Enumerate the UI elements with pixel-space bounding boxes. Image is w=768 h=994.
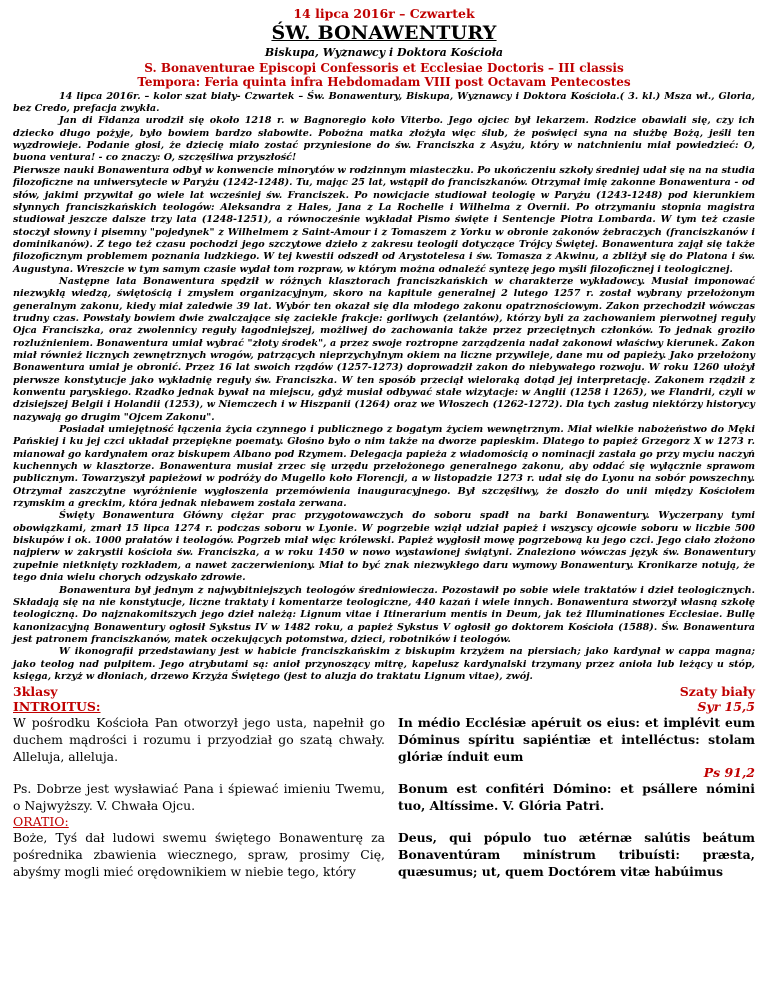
paragraph: 14 lipca 2016r. – kolor szat biały- Czwartek – Św. Bonawentury, Biskupa, Wyznawcy i Doktora Kościoła.( 3. kl.) Msza wł., Gloria, bez Credo, prefacja zwykła. xyxy=(13,90,755,115)
paragraph: Posiadał umiejętność łączenia życia czynnego i publicznego z bogatym życiem wewnętrznym. Miał wielkie nabożeństwo do Męki Pańskiej i ku jej czci układał przepiękne poematy. Głośno było o nim także na dworze papieskim. Dlatego to papież Grzegorz X w 1273 r. mianował go kardynałem oraz biskupem Albano pod Rzymem. Delegacja papieża z wiadomością o nominacji zastała go przy myciu naczyń kuchennych w klasztorze. Bonawentura musiał zrzec się urzędu przełożonego generalnego zakonu, aby oddać się wyłącznie sprawom publicznym. Towarzyszył papieżowi w podróży do Mugello koło Florencji, a w listopadzie 1273 r. udał się do Lyonu na sobór powszechny. Otrzymał zaszczytne wyróżnienie wygłoszenia przemówienia inauguracyjnego. Był szczęśliwy, że doszło do unii między Kościołem rzymskim a greckim, która jednak niebawem została zerwana. xyxy=(13,424,755,510)
oratio-label: ORATIO: xyxy=(13,814,69,830)
psalm-columns xyxy=(13,780,755,814)
introitus-polish-text: W pośrodku Kościoła Pan otworzył jego usta, napełnił go duchem mądrości i rozumu i przyodział go szatą chwały. Alleluja, alleluja. xyxy=(13,715,385,765)
paragraph: Święty Bonawentura Główny ciężar prac przygotowawczych do soboru spadł na barki Bonawentury. Wyczerpany tymi obowiązkami, zmarł 15 lipca 1274 r. podczas soboru w Lyonie. W pogrzebie wziął udział papież i wszyscy ojcowie soboru w liczbie 500 biskupów i ok. 1000 prałatów i teologów. Pogrzeb miał więc królewski. Papież wygłosił mowę pogrzebową ku jego czci. Jego ciało złożono najpierw w zakrystii kościoła św. Franciszka, a w roku 1450 w nowo wystawionej świątyni. Znaleziono wówczas język św. Bonawentury zupełnie nietknięty rozkładem, a nawet zaczerwieniony. Miał to być znak niezwykłego daru wymowy Bonawentury. Kronikarze notują, że tego dnia wielu chorych odzyskało zdrowie. xyxy=(13,510,755,584)
page xyxy=(13,6,755,880)
introitus-columns xyxy=(13,714,755,780)
introitus-row xyxy=(13,699,755,714)
saint-subtitle: Biskupa, Wyznawcy i Doktora Kościoła xyxy=(264,45,504,59)
paragraph: W ikonografii przedstawiany jest w habicie franciszkańskim z biskupim krzyżem na piersiach; jako kardynał w cappa magna; jako teolog nad pulpitem. Jego atrybutami są: anioł przynoszący mitrę, kapelusz kardynalski trzymany przez anioła lub leżący u stóp, księga, krzyż w dłoniach, drzewo Krzyża Świętego (jest to aluzja do traktatu Lignum vitae), zwój. xyxy=(13,646,755,682)
psalm-reference: Ps 91,2 xyxy=(703,765,755,781)
oratio-columns xyxy=(13,829,755,880)
introitus-latin-text: In médio Ecclésiæ apéruit os eius: et implévit eum Dóminus spíritu sapiéntiæ et intelléctus: stolam glóriæ índuit eum xyxy=(398,715,755,765)
psalm-polish: Ps. Dobrze jest wysławiać Pana i śpiewać imieniu Twemu, o Najwyższy. V. Chwała Ojcu. xyxy=(13,781,385,814)
vestment-color: Szaty biały xyxy=(679,684,755,700)
paragraph: Bonawentura był jednym z najwybitniejszych teologów średniowiecza. Pozostawił po sobie wiele traktatów i dzieł teologicznych. Składają się na nie konstytucje, liczne traktaty i komentarze teologiczne, 440 kazań i wiele innych. Bonawentura stworzył własną szkołę teologiczną. Do najznakomitszych jego dzieł należą: Lignum vitae i Itinerarium mentis in Deum, jak też Illuminationes Ecclesiae. Bullę kanonizacyjną Bonawentury ogłosił Sykstus IV w 1482 roku, a papież Sykstus V ogłosił go doktorem Kościoła (1588). Św. Bonawentura jest patronem franciszkanów, matek oczekujących potomstwa, dzieci, robotników i teologów. xyxy=(13,584,755,645)
saint-title: ŚW. BONAWENTURY xyxy=(271,22,497,44)
psalm-latin: Bonum est confitéri Dómino: et psállere nómini tuo, Altíssime. V. Glória Patri. xyxy=(398,781,755,814)
oratio-polish: Boże, Tyś dał ludowi swemu świętego Bonawenturę za pośrednika zbawienia wiecznego, spraw, prosimy Cię, abyśmy mogli mieć orędownikiem w niebie tego, który xyxy=(13,830,385,880)
introitus-reference: Syr 15,5 xyxy=(697,699,755,715)
paragraph: Jan di Fidanza urodził się około 1218 r. w Bagnoregio koło Viterbo. Jego ojciec był lekarzem. Rodzice obawiali się, czy ich dziecko długo pożyje, było bowiem bardzo słabowite. Pobożna matka złożyła więc ślub, że poświęci syna na służbę Bożą, jeśli ten wyzdrowieje. Podanie głosi, że dziecię miało zostać przyniesione do św. Franciszka z Asyżu, który w natchnieniu miał powiedzieć: O, buona ventura! - co znaczy: O, szczęśliwa przyszłość! xyxy=(13,115,755,164)
paragraph: Pierwsze nauki Bonawentura odbył w konwencie minorytów w rodzinnym miasteczku. Po ukończeniu szkoły średniej udał się na na studia filozoficzne na uniwersytecie w Paryżu (1242-1248). Tu, mając 25 lat, wstąpił do franciszkanów. Otrzymał imię zakonne Bonawentura - od słów, jakimi przywitał go wiele lat wcześniej św. Franciszek. Po nowicjacie studiował teologię w Paryżu (1243-1248) pod kierunkiem słynnych franciszkańskich teologów: Aleksandra z Hales, Jana z La Rochelle i Wilhelma z Overnii. Po otrzymaniu stopnia magistra studiował jeszcze dalsze trzy lata (1248-1251), a równocześnie wykładał Pismo święte i Sentencje Piotra Lombarda. W tym też czasie stoczył słowny i pisemny "pojedynek" z Wilhelmem z Saint-Amour i z Tomaszem z Yorku w obronie zakonów żebraczych (franciszkanów i dominikanów). Z tego też czasu pochodzi jego szczytowe dzieło z zakresu teologii dotyczące Trójcy Świętej. Bonawentura zajął się także filozoficznym problemem poznania ludzkiego. W tej kwestii odszedł od Arystotelesa i św. Tomasza z Akwinu, a zbliżył się do Platona i św. Augustyna. Wreszcie w tym samym czasie wydał tom rozpraw, w którym można odnaleźć syntezę jego myśli filozoficznej i teologicznej. xyxy=(13,164,755,275)
introitus-polish xyxy=(13,714,385,780)
biography xyxy=(13,91,755,684)
paragraph: Następne lata Bonawentura spędził w różnych klasztorach franciszkańskich w charakterze wykładowcy. Musiał imponować niezwykłą wiedzą, świętością i zmysłem organizacyjnym, skoro na kapitule generalnej 2 lutego 1257 r. został wybrany przełożonym generalnym zakonu, kiedy miał zaledwie 39 lat. Wybór ten okazał się dla młodego zakonu opatrznościowym. Zakon przechodził wówczas trudny czas. Powstały bowiem dwie zwalczające się zaciekle frakcje: gorliwych (zelantów), którzy byli za zachowaniem pierwotnej reguły Ojca Franciszka, oraz zwolennicy reguły łagodniejszej, możliwej do zachowania także przez przeciętnych członków. To jednak groziło rozluźnieniem. Bonawentura umiał wybrać "złoty środek", a przez swoje roztropne zarządzenia nadał zakonowi właściwy kierunek. Zakon miał również licznych zewnętrznych wrogów, patrzących nieprzychylnym okiem na liczne przywileje, dane mu od papieży. Jako przełożony Bonawentura umiał je obronić. Przez 16 lat swoich rządów (1257-1273) doprowadził zakon do niebywałego rozwoju. W roku 1260 ułożył pierwsze konstytucje jako wykładnię reguły św. Franciszka. W ten sposób przeciął wieloraką dotąd jej interpretację. Zakonem rządził z konwentu paryskiego. Rzadko jednak bywał na miejscu, gdyż musiał odbywać stałe wizytacje: w Anglii (1258 i 1265), we Flandrii, czyli w dzisiejszej Belgii i Holandii (1253), w Niemczech i w Hiszpanii (1264) oraz we Włoszech (1262-1272). Dla tych zasług niektórzy historycy nazywają go drugim "Ojcem Zakonu". xyxy=(13,275,755,423)
tempora-line: Tempora: Feria quinta infra Hebdomadam VIII post Octavam Pentecostes xyxy=(137,75,631,90)
introitus-label: INTROITUS: xyxy=(13,699,101,715)
liturgical-class: 3klasy xyxy=(13,684,58,700)
oratio-latin: Deus, qui pópulo tuo ætérnæ salútis beátum Bonaventúram minístrum tribuísti: præsta, quæsumus; ut, quem Doctórem vitæ habúimus xyxy=(398,830,755,880)
date-heading: 14 lipca 2016r – Czwartek xyxy=(293,6,475,21)
class-vestments-row xyxy=(13,684,755,699)
latin-title: S. Bonaventurae Episcopi Confessoris et Ecclesiae Doctoris – III classis xyxy=(144,60,624,75)
introitus-latin xyxy=(398,714,755,780)
